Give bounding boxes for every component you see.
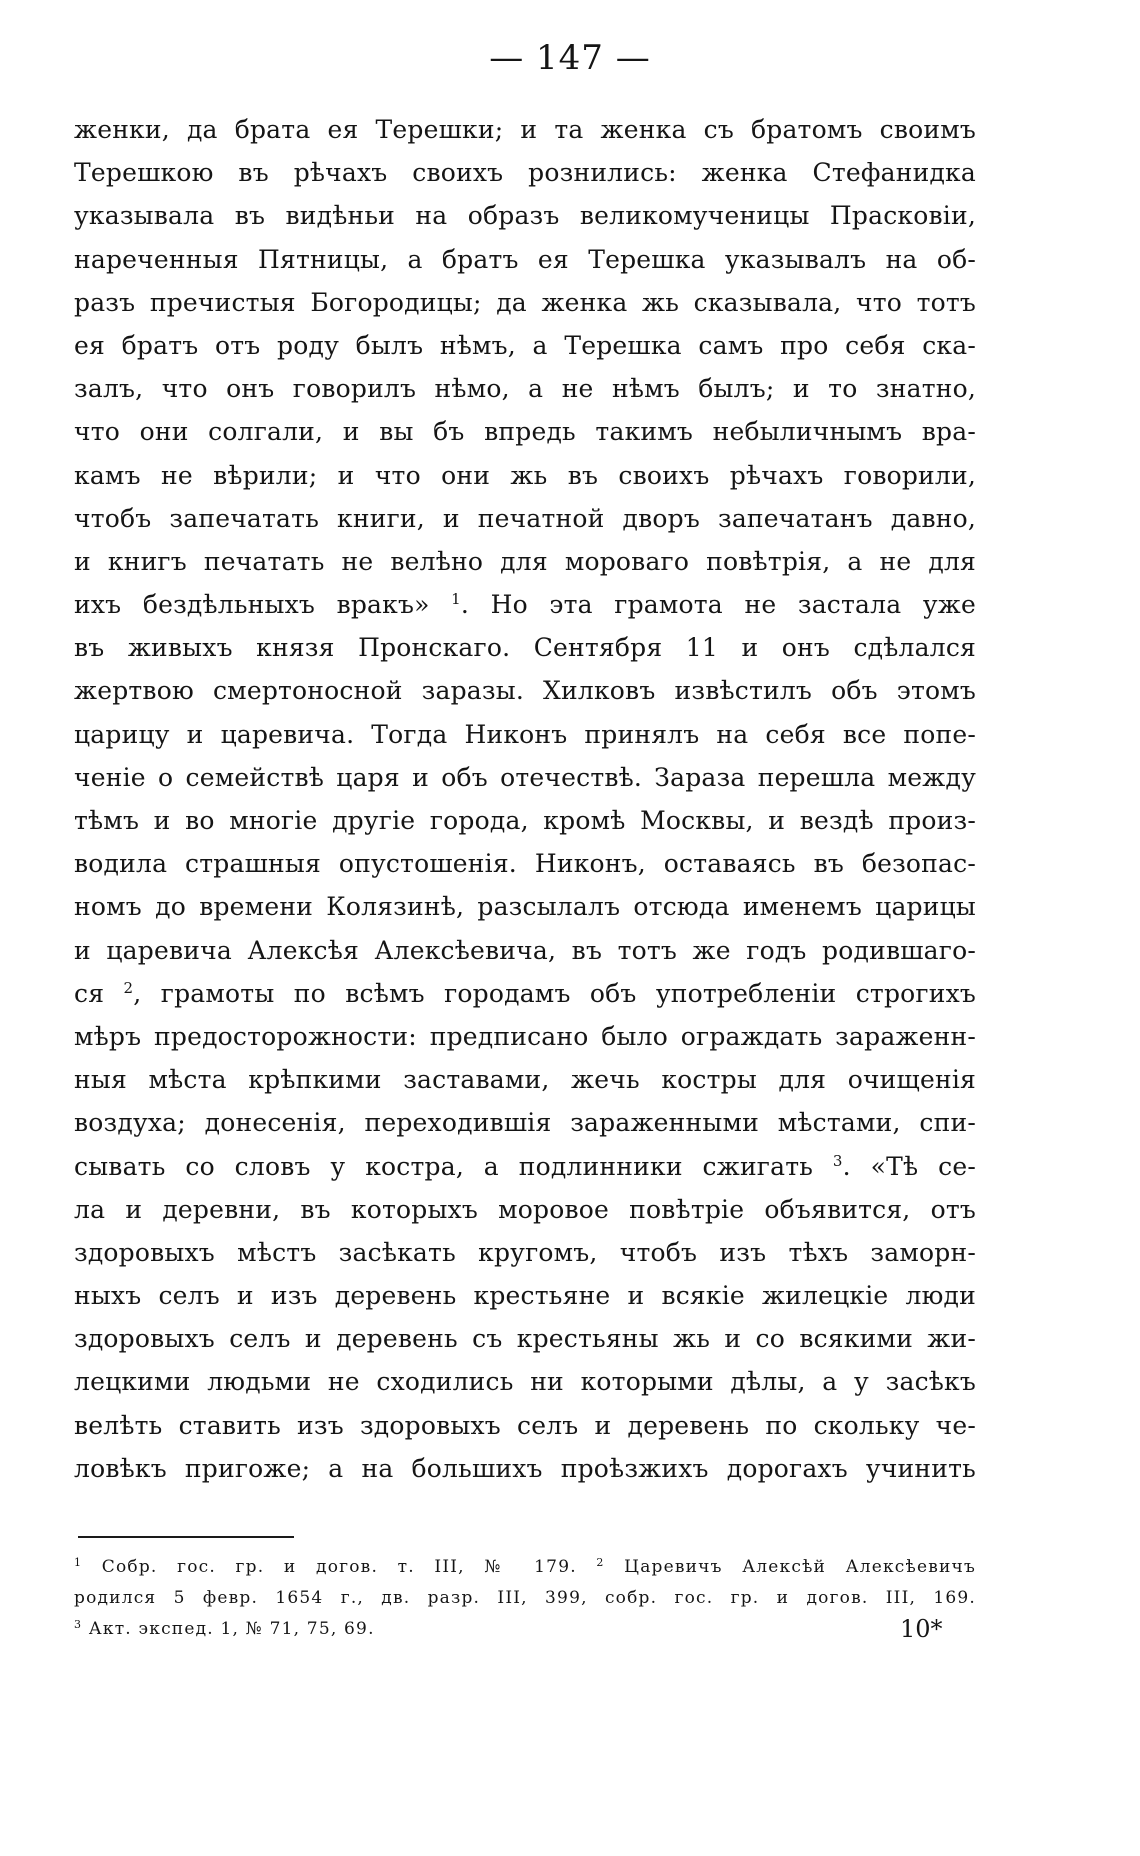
- footnote-divider: [78, 1536, 294, 1538]
- text-segment: ся: [74, 978, 124, 1008]
- footnote-marker: 2: [596, 1556, 605, 1569]
- text-segment: чтобъ запечатать книги, и печатной дворъ запечатанъ давно,: [74, 503, 976, 533]
- text-line: [74, 1231, 976, 1274]
- text-segment: номъ до времени Колязинѣ, разсылалъ отсюда именемъ царицы: [74, 892, 976, 922]
- footnotes: [74, 1552, 976, 1645]
- text-segment: воздуха; донесенія, переходившія зараженными мѣстами, спи-: [74, 1108, 976, 1138]
- text-segment: ихъ бездѣльныхъ вракъ»: [74, 590, 452, 620]
- text-segment: указывала въ видѣньи на образъ великомученицы Прасковіи,: [74, 201, 976, 231]
- text-segment: царицу и царевича. Тогда Никонъ принялъ на себя все попе-: [74, 719, 976, 749]
- text-line: [74, 108, 976, 151]
- text-segment: , грамоты по всѣмъ городамъ объ употребленіи строгихъ: [133, 978, 976, 1008]
- text-line: [74, 454, 976, 497]
- text-segment: Терешкою въ рѣчахъ своихъ рознились: женка Стефанидка: [74, 158, 976, 188]
- text-segment: здоровыхъ мѣстъ засѣкать кругомъ, чтобъ изъ тѣхъ заморн-: [74, 1237, 976, 1267]
- text-line: [74, 1404, 976, 1447]
- text-line: [74, 1188, 976, 1231]
- text-segment: залъ, что онъ говорилъ нѣмо, а не нѣмъ былъ; и то знатно,: [74, 374, 976, 404]
- footnote-marker: 2: [123, 978, 134, 997]
- text-line: [74, 799, 976, 842]
- text-segment: и книгъ печатать не велѣно для мороваго повѣтрія, а не для: [74, 546, 976, 576]
- text-line: [74, 1101, 976, 1144]
- text-segment: Собр. гос. гр. и догов. т. III, № 179.: [82, 1557, 597, 1577]
- text-line: [74, 842, 976, 885]
- text-segment: ея братъ отъ роду былъ нѣмъ, а Терешка самъ про себя ска-: [74, 330, 976, 360]
- footnote-marker: 3: [832, 1151, 843, 1170]
- text-segment: велѣть ставить изъ здоровыхъ селъ и деревень по скольку че-: [74, 1410, 976, 1440]
- text-line: [74, 1317, 976, 1360]
- text-line: [74, 1447, 976, 1490]
- text-line: [74, 756, 976, 799]
- text-line: [74, 497, 976, 540]
- text-line: [74, 238, 976, 281]
- text-segment: и царевича Алексѣя Алексѣевича, въ тотъ же годъ родившаго-: [74, 935, 976, 965]
- text-segment: женки, да брата ея Терешки; и та женка съ братомъ своимъ: [74, 115, 976, 144]
- footnote-marker: 1: [74, 1556, 83, 1569]
- text-segment: ловѣкъ пригоже; а на большихъ проѣзжихъ дорогахъ учинить: [74, 1453, 976, 1483]
- text-segment: жертвою смертоносной заразы. Хилковъ извѣстилъ объ этомъ: [74, 676, 976, 706]
- text-line: [74, 367, 976, 410]
- text-line: [74, 626, 976, 669]
- text-segment: ныя мѣста крѣпкими заставами, жечь костры для очищенія: [74, 1065, 976, 1095]
- footnote-line: [74, 1552, 976, 1583]
- text-line: [74, 281, 976, 324]
- text-segment: тѣмъ и во многіе другіе города, кромѣ Москвы, и вездѣ произ-: [74, 806, 976, 835]
- footnote-line: [74, 1614, 976, 1645]
- text-segment: камъ не вѣрили; и что они жь въ своихъ рѣчахъ говорили,: [74, 460, 976, 490]
- signature-mark: 10*: [900, 1615, 943, 1643]
- text-line: [74, 324, 976, 367]
- text-segment: здоровыхъ селъ и деревень съ крестьяны жь и со всякими жи-: [74, 1324, 976, 1354]
- text-line: [74, 151, 976, 194]
- text-segment: Царевичъ Алексѣй Алексѣевичъ: [604, 1557, 976, 1577]
- text-segment: ченіе о семействѣ царя и объ отечествѣ. Зараза перешла между: [74, 762, 976, 792]
- text-segment: водила страшныя опустошенія. Никонъ, оставаясь въ безопас-: [74, 849, 976, 879]
- text-line: [74, 885, 976, 928]
- text-segment: Акт. экспед. 1, № 71, 75, 69.: [82, 1619, 375, 1639]
- text-segment: лецкими людьми не сходились ни которыми дѣлы, а у засѣкъ: [74, 1367, 976, 1397]
- text-line: [74, 583, 976, 626]
- text-segment: ныхъ селъ и изъ деревень крестьяне и всякіе жилецкіе люди: [74, 1281, 976, 1311]
- text-segment: ла и деревни, въ которыхъ моровое повѣтріе объявится, отъ: [74, 1194, 976, 1224]
- text-segment: что они солгали, и вы бъ впредь такимъ небыличнымъ вра-: [74, 417, 976, 447]
- text-segment: . «Тѣ се-: [842, 1151, 976, 1181]
- text-line: [74, 1274, 976, 1317]
- text-line: [74, 669, 976, 712]
- text-line: [74, 713, 976, 756]
- body-text: [74, 108, 976, 1490]
- text-segment: сывать со словъ у костра, а подлинники сжигать: [74, 1151, 833, 1181]
- text-line: [74, 1360, 976, 1403]
- text-line: [74, 410, 976, 453]
- text-segment: нареченныя Пятницы, а братъ ея Терешка указывалъ на об-: [74, 244, 976, 274]
- footnote-marker: 1: [451, 590, 461, 609]
- footnote-line: [74, 1583, 976, 1614]
- text-segment: мѣръ предосторожности: предписано было ограждать зараженн-: [74, 1021, 976, 1051]
- text-line: [74, 194, 976, 237]
- text-line: [74, 540, 976, 583]
- text-segment: родился 5 февр. 1654 г., дв. разр. III, 399, собр. гос. гр. и догов. III, 169.: [74, 1588, 976, 1608]
- text-line: [74, 1058, 976, 1101]
- text-segment: разъ пречистыя Богородицы; да женка жь сказывала, что тотъ: [74, 287, 976, 317]
- footnote-marker: 3: [74, 1618, 83, 1631]
- text-line: [74, 929, 976, 972]
- page-number: — 147 —: [489, 38, 651, 78]
- text-line: [74, 1015, 976, 1058]
- text-segment: въ живыхъ князя Пронскаго. Сентября 11 и онъ сдѣлался: [74, 633, 976, 663]
- text-segment: . Но эта грамота не застала уже: [460, 590, 976, 620]
- text-line: [74, 972, 976, 1015]
- text-line: [74, 1145, 976, 1188]
